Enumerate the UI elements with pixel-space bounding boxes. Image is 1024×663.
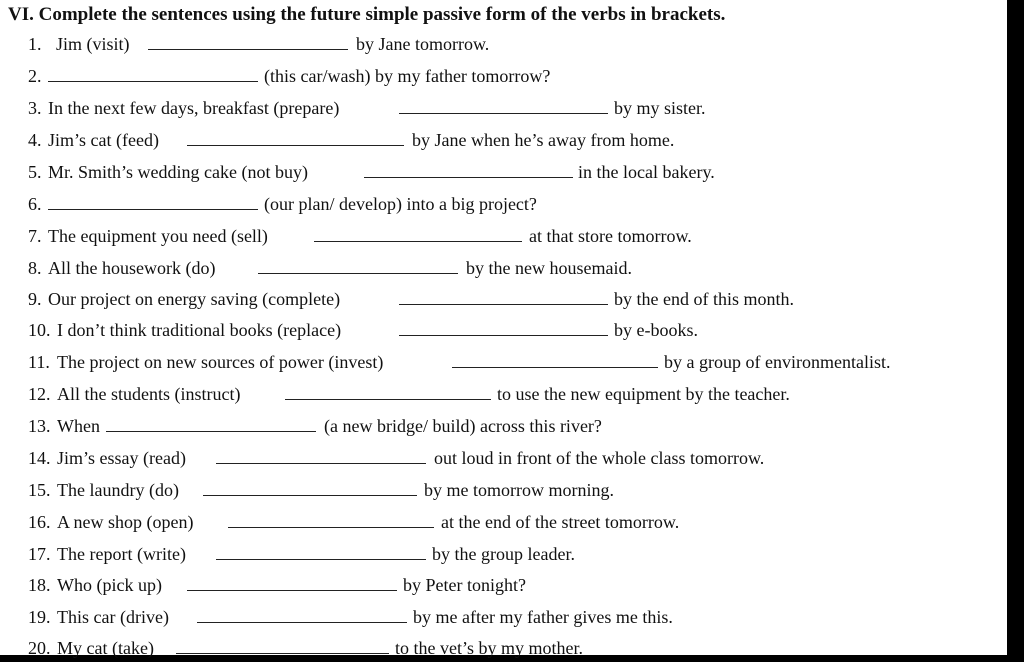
- item-prompt: My cat (take): [57, 638, 154, 658]
- answer-blank[interactable]: [216, 463, 426, 464]
- item-prompt: This car (drive): [57, 607, 169, 627]
- item-number: 6.: [28, 194, 42, 214]
- item-number: 17.: [28, 544, 51, 564]
- item-continuation: by me after my father gives me this.: [413, 607, 673, 627]
- answer-blank[interactable]: [48, 81, 258, 82]
- answer-blank[interactable]: [106, 431, 316, 432]
- answer-blank[interactable]: [187, 590, 397, 591]
- item-prompt: Who (pick up): [57, 575, 162, 595]
- item-number: 13.: [28, 416, 51, 436]
- item-continuation: at that store tomorrow.: [529, 226, 692, 246]
- answer-blank[interactable]: [399, 335, 608, 336]
- item-number: 12.: [28, 384, 51, 404]
- item-prompt: When: [57, 416, 100, 436]
- answer-blank[interactable]: [197, 622, 407, 623]
- item-prompt: The equipment you need (sell): [48, 226, 268, 246]
- item-prompt: Mr. Smith’s wedding cake (not buy): [48, 162, 308, 182]
- item-number: 15.: [28, 480, 51, 500]
- item-prompt: A new shop (open): [57, 512, 194, 532]
- item-number: 11.: [28, 352, 50, 372]
- item-prompt: I don’t think traditional books (replace): [57, 320, 342, 340]
- item-continuation: by a group of environmentalist.: [664, 352, 891, 372]
- item-continuation: in the local bakery.: [578, 162, 715, 182]
- answer-blank[interactable]: [314, 241, 522, 242]
- item-number: 19.: [28, 607, 51, 627]
- answer-blank[interactable]: [364, 177, 573, 178]
- item-number: 18.: [28, 575, 51, 595]
- answer-blank[interactable]: [399, 304, 608, 305]
- item-number: 20.: [28, 638, 51, 658]
- item-prompt: The report (write): [57, 544, 186, 564]
- answer-blank[interactable]: [258, 273, 458, 274]
- item-number: 4.: [28, 130, 42, 150]
- item-prompt: Jim’s cat (feed): [48, 130, 159, 150]
- item-continuation: to the vet’s by my mother.: [395, 638, 583, 658]
- item-number: 2.: [28, 66, 42, 86]
- item-number: 10.: [28, 320, 51, 340]
- item-continuation: by Jane when he’s away from home.: [412, 130, 675, 150]
- item-continuation: by the group leader.: [432, 544, 575, 564]
- item-continuation: by my sister.: [614, 98, 706, 118]
- item-continuation: to use the new equipment by the teacher.: [497, 384, 790, 404]
- answer-blank[interactable]: [176, 653, 389, 654]
- item-number: 1.: [28, 34, 42, 54]
- answer-blank[interactable]: [187, 145, 404, 146]
- answer-blank[interactable]: [48, 209, 258, 210]
- answer-blank[interactable]: [203, 495, 417, 496]
- answer-blank[interactable]: [228, 527, 434, 528]
- item-prompt: The project on new sources of power (invest): [57, 352, 384, 372]
- item-number: 8.: [28, 258, 42, 278]
- item-number: 16.: [28, 512, 51, 532]
- exercise-title: VI. Complete the sentences using the future simple passive form of the verbs in brackets.: [8, 4, 726, 25]
- answer-blank[interactable]: [399, 113, 608, 114]
- item-continuation: by Peter tonight?: [403, 575, 526, 595]
- item-prompt: The laundry (do): [57, 480, 179, 500]
- item-continuation: by Jane tomorrow.: [356, 34, 490, 54]
- item-continuation: by e-books.: [614, 320, 698, 340]
- item-continuation: at the end of the street tomorrow.: [441, 512, 680, 532]
- item-number: 3.: [28, 98, 42, 118]
- item-continuation: (a new bridge/ build) across this river?: [324, 416, 602, 436]
- answer-blank[interactable]: [216, 559, 426, 560]
- item-prompt: Jim’s essay (read): [57, 448, 186, 468]
- item-prompt: In the next few days, breakfast (prepare): [48, 98, 340, 118]
- item-prompt: Jim (visit): [56, 34, 130, 54]
- item-number: 14.: [28, 448, 51, 468]
- answer-blank[interactable]: [452, 367, 658, 368]
- item-prompt: All the students (instruct): [57, 384, 241, 404]
- item-number: 7.: [28, 226, 42, 246]
- item-number: 9.: [28, 289, 42, 309]
- item-continuation: by the new housemaid.: [466, 258, 632, 278]
- item-continuation: (this car/wash) by my father tomorrow?: [264, 66, 551, 86]
- answer-blank[interactable]: [285, 399, 491, 400]
- item-number: 5.: [28, 162, 42, 182]
- item-continuation: by me tomorrow morning.: [424, 480, 614, 500]
- item-prompt: All the housework (do): [48, 258, 216, 278]
- item-continuation: (our plan/ develop) into a big project?: [264, 194, 537, 214]
- answer-blank[interactable]: [148, 49, 348, 50]
- item-prompt: Our project on energy saving (complete): [48, 289, 341, 309]
- item-continuation: by the end of this month.: [614, 289, 794, 309]
- item-continuation: out loud in front of the whole class tomorrow.: [434, 448, 765, 468]
